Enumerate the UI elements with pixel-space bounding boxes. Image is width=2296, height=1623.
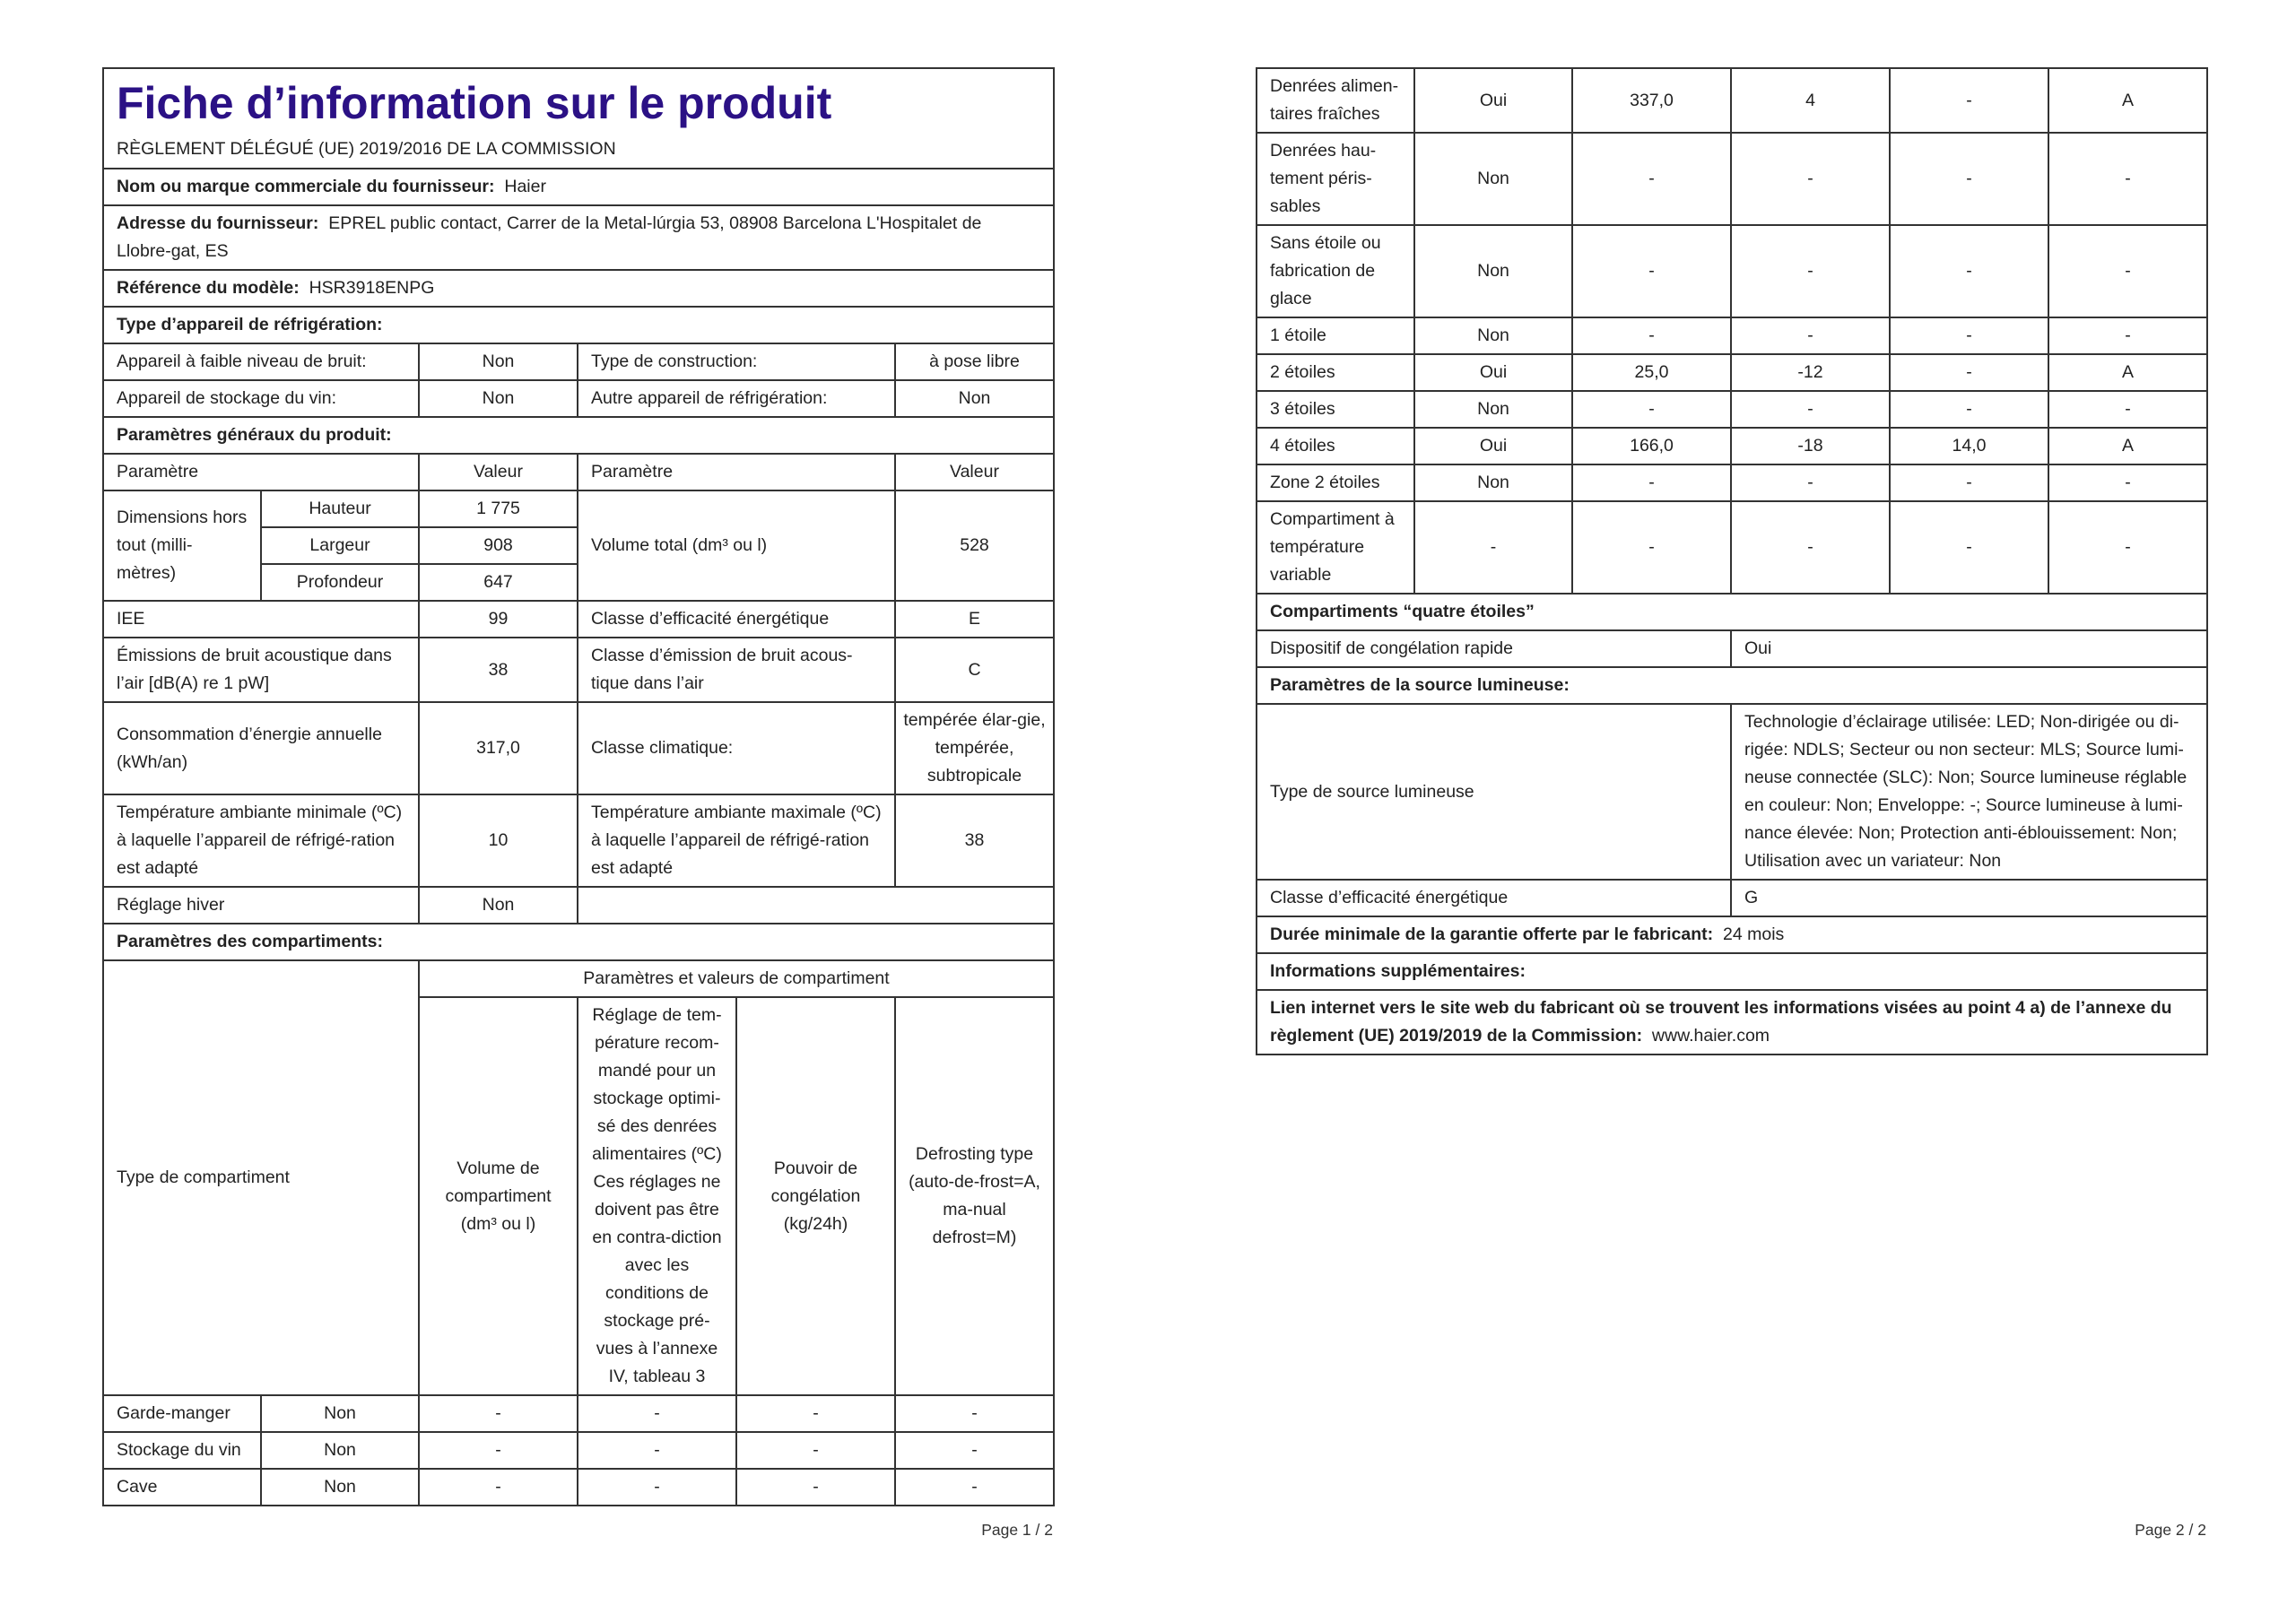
width-value: 908 — [419, 527, 578, 564]
compartment-freezing: - — [1890, 501, 2048, 594]
table-row — [1257, 225, 2207, 317]
other-value: Non — [895, 380, 1054, 417]
low-noise-value: Non — [419, 343, 578, 380]
compartment-present: Oui — [1414, 68, 1572, 133]
supplier-name-row — [103, 169, 1054, 205]
warranty-value: 24 mois — [1723, 924, 1785, 944]
compartment-name: 4 étoiles — [1257, 428, 1414, 464]
construction-value: à pose libre — [895, 343, 1054, 380]
value-header-right: Valeur — [895, 454, 1054, 490]
compartment-freezing: - — [1890, 354, 2048, 391]
general-params-label: Paramètres généraux du produit: — [103, 417, 1054, 454]
compartment-present: Non — [261, 1432, 419, 1469]
table-row — [1257, 354, 2207, 391]
page-number-2: Page 2 / 2 — [2135, 1521, 2206, 1539]
winter-label: Réglage hiver — [103, 887, 419, 924]
compartment-freezing: - — [1890, 391, 2048, 428]
light-params-label: Paramètres de la source lumineuse: — [1257, 667, 2207, 704]
compartment-volume: - — [1572, 464, 1731, 501]
compartment-defrost: - — [2048, 501, 2207, 594]
four-star-label: Compartiments “quatre étoiles” — [1257, 594, 2207, 630]
compartment-temperature: - — [578, 1469, 736, 1506]
annual-consumption-label: Consommation d’énergie annuelle (kWh/an) — [103, 702, 419, 794]
compartment-defrost: A — [2048, 68, 2207, 133]
compartments-label: Paramètres des compartiments: — [103, 924, 1054, 960]
min-temp-label: Température ambiante minimale (ºC) à laquelle l’appareil de réfrigé-ration est adapté — [103, 794, 419, 887]
compartment-defrost: - — [2048, 317, 2207, 354]
low-noise-label: Appareil à faible niveau de bruit: — [103, 343, 419, 380]
compartment-present: Non — [261, 1469, 419, 1506]
max-temp-value: 38 — [895, 794, 1054, 887]
compartment-temperature: -18 — [1731, 428, 1890, 464]
compartment-volume: 337,0 — [1572, 68, 1731, 133]
compartment-name: 2 étoiles — [1257, 354, 1414, 391]
noise-class-value: C — [895, 638, 1054, 702]
supplier-name-label: Nom ou marque commerciale du fournisseur: — [117, 177, 495, 196]
compartment-present: Oui — [1414, 428, 1572, 464]
compartment-volume: 25,0 — [1572, 354, 1731, 391]
light-type-label: Type de source lumineuse — [1257, 704, 1731, 880]
product-info-table-page-1 — [102, 67, 1055, 1506]
other-label: Autre appareil de réfrigération: — [578, 380, 895, 417]
compartment-defrost: - — [895, 1469, 1054, 1506]
compartment-defrost: A — [2048, 428, 2207, 464]
compartment-freezing: - — [1890, 464, 2048, 501]
compartment-defrost: - — [895, 1432, 1054, 1469]
page-number-1: Page 1 / 2 — [981, 1521, 1053, 1539]
warranty-label: Durée minimale de la garantie offerte par le fabricant: — [1270, 924, 1714, 944]
max-temp-label: Température ambiante maximale (ºC) à laquelle l’appareil de réfrigé-ration est adapté — [578, 794, 895, 887]
compartment-name: Sans étoile ou fabrication de glace — [1257, 225, 1414, 317]
header-cell — [103, 68, 1054, 169]
compartment-temperature: 4 — [1731, 68, 1890, 133]
energy-class-value: E — [895, 601, 1054, 638]
compartment-freezing: - — [1890, 317, 2048, 354]
compartment-freezing: - — [736, 1395, 895, 1432]
compartment-present: Non — [1414, 133, 1572, 225]
depth-value: 647 — [419, 564, 578, 601]
compartment-freezing: - — [1890, 225, 2048, 317]
total-volume-label: Volume total (dm³ ou l) — [578, 490, 895, 601]
compartment-present: Non — [1414, 464, 1572, 501]
compartment-volume: - — [1572, 317, 1731, 354]
page-2 — [1256, 67, 2206, 1055]
comp-type-label: Type de compartiment — [103, 960, 419, 1395]
light-class-value: G — [1731, 880, 2207, 916]
table-row — [103, 1432, 1054, 1469]
compartment-name: Stockage du vin — [103, 1432, 261, 1469]
comp-header-temperature: Réglage de tem-pérature recom-mandé pour un stockage optimi-sé des denrées alimentaires (ºC) Ces réglages ne doivent pas être en contra-diction avec les conditions de stockage pré-vues à l’annexe IV, tableau 3 — [578, 997, 736, 1395]
model-ref-label: Référence du modèle: — [117, 278, 300, 298]
compartment-defrost: A — [2048, 354, 2207, 391]
compartment-defrost: - — [2048, 225, 2207, 317]
width-label: Largeur — [261, 527, 419, 564]
comp-header-defrost: Defrosting type (auto-de-frost=A, ma-nual defrost=M) — [895, 997, 1054, 1395]
page-title: Fiche d’information sur le produit — [117, 78, 832, 128]
wine-value: Non — [419, 380, 578, 417]
eei-label: IEE — [103, 601, 419, 638]
compartment-volume: - — [1572, 391, 1731, 428]
compartment-freezing: 14,0 — [1890, 428, 2048, 464]
table-row — [103, 1395, 1054, 1432]
compartment-volume: - — [1572, 225, 1731, 317]
compartment-name: Denrées hau-tement péris-sables — [1257, 133, 1414, 225]
compartment-name: Denrées alimen-taires fraîches — [1257, 68, 1414, 133]
height-label: Hauteur — [261, 490, 419, 527]
comp-params-label: Paramètres et valeurs de compartiment — [419, 960, 1054, 997]
light-type-value: Technologie d’éclairage utilisée: LED; Non-dirigée ou di-rigée: NDLS; Secteur ou non secteur: MLS; Source lumi-neuse connectée (SLC): Non; Source lumineuse réglable en couleur: Non; Enveloppe: -; Source lumineuse à lumi-nance élevée: Non; Protection anti-éblouissement: Non; Utilisation avec un variateur: Non — [1731, 704, 2207, 880]
climate-label: Classe climatique: — [578, 702, 895, 794]
compartment-freezing: - — [1890, 68, 2048, 133]
noise-label: Émissions de bruit acoustique dans l’air [dB(A) re 1 pW] — [103, 638, 419, 702]
product-info-table-page-2 — [1256, 67, 2208, 1055]
table-row — [1257, 133, 2207, 225]
compartment-temperature: - — [1731, 317, 1890, 354]
table-row — [1257, 428, 2207, 464]
compartment-defrost: - — [2048, 391, 2207, 428]
compartment-volume: - — [419, 1469, 578, 1506]
compartment-present: Non — [1414, 391, 1572, 428]
manufacturer-link[interactable]: www.haier.com — [1651, 1026, 1770, 1046]
link-label: Lien internet vers le site web du fabricant où se trouvent les informations visées au point 4 a) de l’annexe du règlement (UE) 2019/2019 de la Commission: — [1270, 998, 2172, 1046]
total-volume-value: 528 — [895, 490, 1054, 601]
wine-label: Appareil de stockage du vin: — [103, 380, 419, 417]
comp-header-freezing: Pouvoir de congélation (kg/24h) — [736, 997, 895, 1395]
compartment-name: Cave — [103, 1469, 261, 1506]
eei-value: 99 — [419, 601, 578, 638]
height-value: 1 775 — [419, 490, 578, 527]
compartment-temperature: - — [578, 1432, 736, 1469]
link-row — [1257, 990, 2207, 1055]
compartment-name: 1 étoile — [1257, 317, 1414, 354]
supplier-address-label: Adresse du fournisseur: — [117, 213, 319, 233]
table-row — [1257, 464, 2207, 501]
param-header-left: Paramètre — [103, 454, 419, 490]
compartment-freezing: - — [736, 1469, 895, 1506]
compartment-defrost: - — [2048, 133, 2207, 225]
model-ref-row — [103, 270, 1054, 307]
climate-value: tempérée élar-gie, tempérée, subtropicale — [895, 702, 1054, 794]
table-row — [103, 1469, 1054, 1506]
table-row — [1257, 391, 2207, 428]
construction-label: Type de construction: — [578, 343, 895, 380]
compartment-temperature: - — [1731, 501, 1890, 594]
compartment-name: Zone 2 étoiles — [1257, 464, 1414, 501]
compartment-temperature: - — [578, 1395, 736, 1432]
fast-freeze-value: Oui — [1731, 630, 2207, 667]
annual-consumption-value: 317,0 — [419, 702, 578, 794]
compartment-present: Non — [1414, 225, 1572, 317]
page-1 — [102, 67, 1053, 1506]
noise-class-label: Classe d’émission de bruit acous-tique dans l’air — [578, 638, 895, 702]
compartment-name: Garde-manger — [103, 1395, 261, 1432]
compartment-volume: - — [1572, 133, 1731, 225]
warranty-row — [1257, 916, 2207, 953]
compartment-volume: - — [419, 1432, 578, 1469]
extra-info-label: Informations supplémentaires: — [1257, 953, 2207, 990]
compartment-present: - — [1414, 501, 1572, 594]
fast-freeze-label: Dispositif de congélation rapide — [1257, 630, 1731, 667]
compartment-name: 3 étoiles — [1257, 391, 1414, 428]
value-header-left: Valeur — [419, 454, 578, 490]
regulation-text: RÈGLEMENT DÉLÉGUÉ (UE) 2019/2016 DE LA COMMISSION — [117, 139, 616, 159]
table-row — [1257, 501, 2207, 594]
compartment-temperature: - — [1731, 464, 1890, 501]
compartment-volume: - — [1572, 501, 1731, 594]
compartment-present: Oui — [1414, 354, 1572, 391]
compartment-present: Non — [1414, 317, 1572, 354]
compartment-defrost: - — [895, 1395, 1054, 1432]
compartment-present: Non — [261, 1395, 419, 1432]
supplier-name: Haier — [504, 177, 546, 196]
compartment-freezing: - — [1890, 133, 2048, 225]
compartment-defrost: - — [2048, 464, 2207, 501]
energy-class-label: Classe d’efficacité énergétique — [578, 601, 895, 638]
param-header-right: Paramètre — [578, 454, 895, 490]
compartment-temperature: - — [1731, 225, 1890, 317]
dimensions-label: Dimensions hors tout (milli-mètres) — [103, 490, 261, 601]
compartment-freezing: - — [736, 1432, 895, 1469]
model-ref: HSR3918ENPG — [309, 278, 435, 298]
appliance-type-label: Type d’appareil de réfrigération: — [103, 307, 1054, 343]
winter-value: Non — [419, 887, 578, 924]
min-temp-value: 10 — [419, 794, 578, 887]
compartment-volume: - — [419, 1395, 578, 1432]
compartment-volume: 166,0 — [1572, 428, 1731, 464]
supplier-address: EPREL public contact, Carrer de la Metal-lúrgia 53, 08908 Barcelona L'Hospitalet de Llobre-gat, ES — [117, 213, 982, 261]
compartment-temperature: -12 — [1731, 354, 1890, 391]
depth-label: Profondeur — [261, 564, 419, 601]
supplier-address-row — [103, 205, 1054, 270]
noise-value: 38 — [419, 638, 578, 702]
table-row — [1257, 317, 2207, 354]
compartment-name: Compartiment à température variable — [1257, 501, 1414, 594]
compartment-temperature: - — [1731, 133, 1890, 225]
light-class-label: Classe d’efficacité énergétique — [1257, 880, 1731, 916]
compartment-temperature: - — [1731, 391, 1890, 428]
comp-header-volume: Volume de compartiment (dm³ ou l) — [419, 997, 578, 1395]
empty-cell — [578, 887, 1054, 924]
table-row — [1257, 68, 2207, 133]
